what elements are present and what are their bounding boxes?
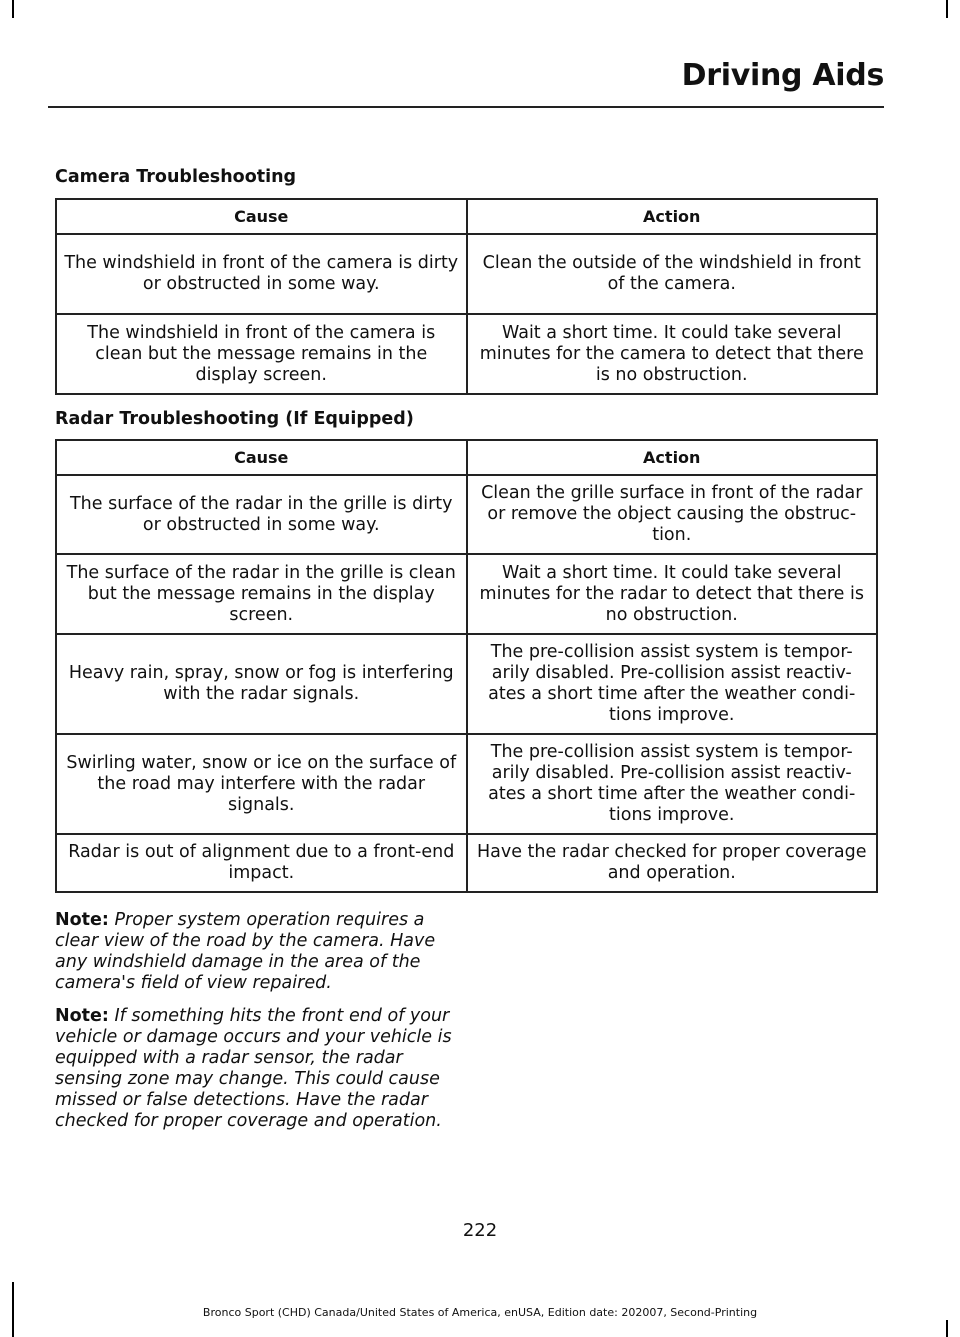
note-radar-damage xyxy=(55,1006,455,1132)
cause-cell: Swirling water, snow or ice on the surface of the road may interfere with the radar signals. xyxy=(56,734,467,834)
page-number: 222 xyxy=(462,1220,498,1241)
action-cell: Wait a short time. It could take several minutes for the camera to detect that there is no obstruction. xyxy=(467,314,878,394)
crop-mark-bottom-right xyxy=(946,1320,948,1337)
note-camera-view xyxy=(55,910,455,994)
table-header-row xyxy=(56,199,877,234)
header-divider xyxy=(48,106,884,108)
table-row xyxy=(56,634,877,734)
camera-troubleshooting-table xyxy=(55,198,878,395)
table-row xyxy=(56,475,877,554)
cause-cell: The surface of the radar in the grille is dirty or obstructed in some way. xyxy=(56,475,467,554)
edition-footer: Bronco Sport (CHD) Canada/United States of America, enUSA, Edition date: 202007, Second-Printing xyxy=(202,1306,758,1319)
action-column-header: Action xyxy=(467,199,878,234)
radar-troubleshooting-table xyxy=(55,439,878,893)
cause-cell: Radar is out of alignment due to a front-end impact. xyxy=(56,834,467,892)
action-cell: Clean the grille surface in front of the radar or remove the object causing the obstruc-tion. xyxy=(467,475,878,554)
crop-mark-top-left xyxy=(12,0,14,18)
radar-troubleshooting-heading: Radar Troubleshooting (If Equipped) xyxy=(55,409,414,429)
action-cell: The pre-collision assist system is tempor-arily disabled. Pre-collision assist reactiv-ates a short time after the weather condi-tions improve. xyxy=(467,734,878,834)
action-column-header: Action xyxy=(467,440,878,475)
cause-cell: The windshield in front of the camera is clean but the message remains in the display screen. xyxy=(56,314,467,394)
action-cell: Clean the outside of the windshield in front of the camera. xyxy=(467,234,878,314)
cause-column-header: Cause xyxy=(56,440,467,475)
camera-troubleshooting-heading: Camera Troubleshooting xyxy=(55,167,297,187)
action-cell: Wait a short time. It could take several minutes for the radar to detect that there is no obstruction. xyxy=(467,554,878,634)
note-text: Proper system operation requires a clear view of the road by the camera. Have any windshield damage in the area of the camera's field of view repaired. xyxy=(55,910,436,993)
cause-column-header: Cause xyxy=(56,199,467,234)
table-header-row xyxy=(56,440,877,475)
page-title: Driving Aids xyxy=(681,58,884,93)
table-row xyxy=(56,734,877,834)
table-row xyxy=(56,314,877,394)
note-label: Note: xyxy=(55,1006,109,1026)
cause-cell: Heavy rain, spray, snow or fog is interfering with the radar signals. xyxy=(56,634,467,734)
action-cell: The pre-collision assist system is tempor-arily disabled. Pre-collision assist reactiv-ates a short time after the weather condi-tions improve. xyxy=(467,634,878,734)
table-row xyxy=(56,234,877,314)
action-cell: Have the radar checked for proper coverage and operation. xyxy=(467,834,878,892)
table-row xyxy=(56,834,877,892)
cause-cell: The surface of the radar in the grille is clean but the message remains in the display screen. xyxy=(56,554,467,634)
cause-cell: The windshield in front of the camera is dirty or obstructed in some way. xyxy=(56,234,467,314)
note-text: If something hits the front end of your vehicle or damage occurs and your vehicle is equipped with a radar sensor, the radar sensing zone may change. This could cause missed or false detections. Have the radar checked for proper coverage and operation. xyxy=(55,1006,452,1131)
note-label: Note: xyxy=(55,910,109,930)
crop-mark-top-right xyxy=(946,0,948,18)
table-row xyxy=(56,554,877,634)
